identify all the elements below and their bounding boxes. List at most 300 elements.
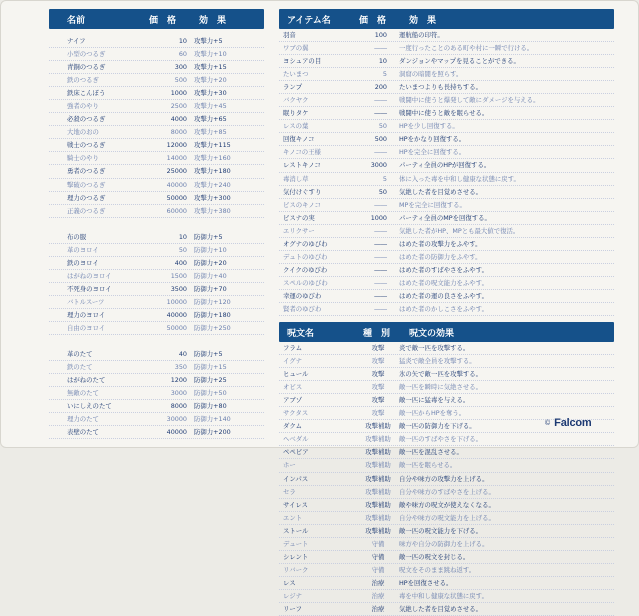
cell-value: 攻撃 [371,396,385,405]
cell-effect: 防御力+70 [194,284,227,293]
cell-value: ―― [374,226,387,235]
header-item-name: アイテム名 [287,16,331,26]
cell-value: 1500 [170,271,187,280]
shield-row [49,374,264,387]
cell-effect: 攻撃力+30 [194,89,227,98]
item-row [279,290,614,303]
cell-value: 攻撃 [371,370,385,379]
weapon-row [49,74,264,87]
cell-name: 幸運のゆびわ [283,291,322,300]
cell-name: エリクサー [283,226,315,235]
cell-value: 60 [178,50,187,59]
cell-name: 理力のたて [67,415,99,424]
cell-value: 60000 [166,206,187,215]
cell-effect: たいまつよりも長持ちする。 [399,83,483,92]
spell-row [279,564,614,577]
cell-value: 10 [378,57,387,66]
armor-row [49,283,264,296]
cell-name: リバーク [283,565,309,574]
weapon-row [49,126,264,139]
cell-value: 治療 [371,591,385,600]
cell-name: 正義のつるぎ [67,206,106,215]
weapon-row [49,139,264,152]
cell-effect: 敵一匹の呪文能力を下げる。 [399,526,483,535]
spell-row [279,486,614,499]
header-spell-effect: 呪文の効果 [409,329,455,340]
item-row [279,120,614,133]
cell-effect: 防御力+25 [194,376,227,385]
header-spell-name: 呪文名 [287,329,315,340]
armor-row [49,322,264,335]
cell-effect: 攻撃力+5 [194,37,223,45]
cell-name: 小型のつるぎ [67,50,106,59]
cell-name: インパス [283,474,309,483]
cell-effect: 攻撃力+240 [194,180,231,189]
cell-effect: 敵一匹を瞬時に気絶させる。 [399,383,483,392]
weapon-row [49,113,264,126]
cell-name: ペペビア [283,448,309,457]
cell-effect: HPを少し回復する。 [399,122,459,131]
armor-table [49,231,264,335]
cell-value: 3000 [170,389,187,398]
spell-row [279,603,614,616]
cell-effect: 敵一匹に猛毒を与える。 [399,396,470,405]
cell-value: ―― [374,44,387,53]
cell-name: 自由のヨロイ [67,323,106,332]
cell-effect: 攻撃力+160 [194,154,231,163]
cell-value: 50000 [166,323,187,332]
cell-effect: 防御力+40 [194,271,227,280]
cell-effect: 自分や味方の攻撃力を上げる。 [399,474,489,483]
item-row [279,186,614,199]
cell-effect: 攻撃力+300 [194,193,231,202]
cell-effect: 敵一匹のすばやさを下げる。 [399,435,483,444]
cell-value: 400 [174,258,187,267]
item-row [279,29,614,42]
cell-effect: 体に入った毒を中和し健康な状態に戻す。 [399,174,520,183]
cell-value: ―― [374,148,387,157]
shield-row [49,400,264,413]
cell-name: 鉄のたて [67,363,93,372]
cell-value: 攻撃補助 [365,461,391,470]
cell-name: キノコの王様 [283,148,321,157]
cell-effect: 毒を中和し健康な状態に戻す。 [399,591,488,600]
cell-name: 勇者のつるぎ [67,167,106,176]
cell-effect: 防御力+180 [194,310,231,319]
cell-value: 治療 [371,578,385,587]
cell-effect: 攻撃力+380 [194,206,231,215]
spell-row [279,459,614,472]
cell-name: 眠りタケ [283,109,309,118]
cell-effect: 戦闘中に使うと敵を眠らせる。 [399,109,489,118]
item-row [279,68,614,81]
cell-effect: 敵一匹を混乱させる。 [399,448,463,457]
cell-value: ―― [374,278,387,287]
cell-effect: 防御力+20 [194,258,227,267]
cell-name: クイクのゆびわ [283,265,328,274]
cell-name: エント [283,513,303,522]
cell-value: 攻撃補助 [365,474,391,483]
spell-row [279,590,614,603]
cell-name: オグナのゆびわ [283,239,328,248]
cell-effect: はめた者のすばやさをふやす。 [399,265,488,274]
cell-value: 10 [178,232,187,241]
spacer [49,335,264,348]
spell-row [279,525,614,538]
cell-value: 1000 [170,89,187,98]
spells-table [279,342,614,616]
item-row [279,42,614,55]
cell-effect: 攻撃力+65 [194,115,227,124]
cell-effect: 防御力+50 [194,389,227,398]
cell-value: 治療 [371,604,385,613]
spell-row [279,551,614,564]
cell-effect: はめた者の攻撃力をふやす。 [399,239,482,248]
cell-value: 守備 [371,565,385,574]
cell-name: 理力のヨロイ [67,310,106,319]
item-row [279,238,614,251]
equipment-header [49,9,264,29]
cell-name: ナイフ [67,37,86,45]
cell-effect: HPを回復させる。 [399,578,453,587]
cell-effect: 呪文をそのまま跳ね返す。 [399,565,476,574]
cell-value: 攻撃補助 [365,513,391,522]
items-header [279,9,614,29]
spacer [49,218,264,231]
cell-value: 攻撃補助 [365,422,391,431]
cell-value: 攻撃 [371,357,385,366]
cell-effect: パーティ全員のHPが回復する。 [399,161,491,170]
spell-row [279,355,614,368]
falcom-logo [545,417,591,429]
cell-name: ビスナの実 [283,213,315,222]
spell-row [279,577,614,590]
cell-name: 理力のつるぎ [67,193,106,202]
cell-name: 鉄のつるぎ [67,76,99,85]
cell-name: スペルのゆびわ [283,278,328,287]
cell-name: バクヤク [283,96,309,105]
cell-effect: 気絶した者を目覚めさせる。 [399,604,483,613]
cell-value: 500 [374,135,387,144]
item-row [279,107,614,120]
cell-name: レストキノコ [283,161,321,170]
cell-effect: MPを完全に回復する。 [399,200,466,209]
weapon-row [49,48,264,61]
header-name: 名前 [67,16,86,26]
cell-value: 攻撃補助 [365,500,391,509]
cell-effect: 防御力+5 [194,232,223,241]
cell-effect: HPを完全に回復する。 [399,148,466,157]
cell-name: セラ [283,487,296,496]
item-row [279,225,614,238]
cell-value: 50 [178,245,187,254]
cell-effect: 敵一匹を眠らせる。 [399,461,457,470]
spell-row [279,342,614,355]
cell-effect: パーティ全員のMPを回復する。 [399,213,491,222]
cell-value: ―― [374,239,387,248]
weapon-row [49,87,264,100]
cell-value: 50 [378,187,387,196]
cell-value: 30000 [166,415,187,424]
item-row [279,55,614,68]
cell-name: ランプ [283,83,303,92]
cell-effect: 攻撃力+10 [194,50,227,59]
item-row [279,251,614,264]
item-row [279,146,614,159]
item-row [279,94,614,107]
cell-value: 攻撃 [371,409,385,418]
cell-name: 大地のおの [67,128,99,137]
armor-row [49,296,264,309]
cell-value: 25000 [166,167,187,176]
cell-name: ワブの翼 [283,44,309,53]
item-row [279,133,614,146]
weapon-row [49,192,264,205]
cell-name: はがねのヨロイ [67,271,112,280]
item-row [279,212,614,225]
shield-row [49,413,264,426]
item-row [279,159,614,172]
cell-value: ―― [374,304,387,313]
cell-name: 気付けぐすり [283,187,322,196]
cell-effect: 攻撃力+20 [194,76,227,85]
cell-effect: 防御力+120 [194,297,231,306]
cell-name: サイレス [283,500,308,509]
weapon-row [49,61,264,74]
brand-name: Falcom [554,417,592,429]
cell-value: 3000 [370,161,387,170]
cell-value: 攻撃 [371,344,385,353]
weapon-row [49,179,264,192]
cell-name: 革のたて [67,350,93,359]
cell-value: 40 [178,350,187,359]
cell-value: ―― [374,200,387,209]
cell-name: 撃破のつるぎ [67,180,106,189]
shield-row [49,361,264,374]
cell-effect: 味方や自分の防御力を上げる。 [399,539,489,548]
header-price: 価 格 [149,16,177,26]
cell-name: レスの葉 [283,122,309,131]
weapon-row [49,165,264,178]
cell-value: 50 [378,122,387,131]
spells-header [279,322,614,342]
cell-value: ―― [374,291,387,300]
cell-value: 攻撃補助 [365,526,391,535]
cell-name: ヨシュアの目 [283,57,322,66]
cell-effect: 自分や味方の呪文能力を上げる。 [399,513,495,522]
equipment-column [49,9,264,439]
cell-name: 騎士のやり [67,154,99,163]
cell-effect: 敵一匹の防御力を下げる。 [399,422,476,431]
cell-value: 8000 [170,402,187,411]
cell-value: 40000 [166,428,187,437]
cell-name: 無敵のたて [67,389,99,398]
cell-effect: 攻撃力+115 [194,141,231,150]
header-item-effect: 効 果 [409,16,437,26]
cell-effect: 気絶した者を目覚めさせる。 [399,187,483,196]
weapon-row [49,100,264,113]
cell-name: フラム [283,344,303,353]
cell-effect: 炎で敵一匹を攻撃する。 [399,344,470,353]
cell-value: ―― [374,265,387,274]
cell-effect: 自分や味方のすばやさを上げる。 [399,487,495,496]
cell-effect: ダンジョンやマップを見ることができる。 [399,57,520,66]
cell-value: ―― [374,109,387,118]
cell-value: 200 [374,83,387,92]
shields-table [49,348,264,439]
cell-value: 攻撃補助 [365,435,391,444]
cell-name: レジナ [283,591,303,600]
cell-effect: はめた者の呪文能力をふやす。 [399,278,488,287]
cell-name: 革のヨロイ [67,245,99,254]
header-spell-type: 種 別 [363,329,391,340]
cell-effect: 攻撃力+15 [194,63,227,72]
weapons-table [49,35,264,218]
cell-effect: 戦闘中に使うと爆発して敵にダメージを与える。 [399,96,540,105]
cell-effect: 攻撃力+85 [194,128,227,137]
cell-value: 5 [382,70,387,79]
cell-effect: 猛炎で敵全員を攻撃する。 [399,357,476,366]
cell-name: ストール [283,526,309,535]
cell-value: 12000 [166,141,187,150]
cell-name: 戦士のつるぎ [67,141,106,150]
cell-effect: 敵一匹の呪文を封じる。 [399,552,470,561]
cell-effect: 一度行ったことのある町や村に一瞬で行ける。 [399,44,534,53]
cell-name: オビス [283,383,303,392]
cell-effect: 氷の矢で敵一匹を攻撃する。 [399,370,483,379]
cell-value: 5 [382,174,387,183]
cell-effect: 防御力+80 [194,402,227,411]
cell-name: 鉄床こんぼう [67,89,106,98]
cell-value: 1000 [370,213,387,222]
shield-row [49,387,264,400]
cell-effect: はめた者の運の良さをふやす。 [399,291,488,300]
cell-value: 8000 [170,128,187,137]
cell-name: サクタス [283,409,309,418]
cell-name: 布の服 [67,232,87,241]
armor-row [49,309,264,322]
cell-name: 回復キノコ [283,135,315,144]
cell-effect: 敵一匹からHPを奪う。 [399,409,466,418]
cell-name: シレント [283,552,309,561]
cell-effect: はめた者の防御力をふやす。 [399,252,482,261]
item-row [279,173,614,186]
spell-row [279,473,614,486]
cell-effect: 防御力+250 [194,323,231,332]
cell-name: ビスのキノコ [283,200,321,209]
cell-value: 350 [174,363,187,372]
cell-name: 必殺のつるぎ [67,115,106,124]
armor-row [49,244,264,257]
cell-name: 表壁のたて [67,428,99,437]
cell-name: はがねのたて [67,376,106,385]
item-row [279,277,614,290]
cell-name: 賢者のゆびわ [283,304,322,313]
cell-name: 鉄のヨロイ [67,258,99,267]
cell-value: 守備 [371,552,385,561]
cell-name: ヒュール [283,370,309,379]
cell-name: ヘベダル [283,435,309,444]
item-row [279,199,614,212]
header-item-price: 価 格 [359,16,387,26]
spell-row [279,446,614,459]
cell-value: 300 [174,63,187,72]
cell-name: いにしえのたて [67,402,112,411]
item-row [279,81,614,94]
spell-row [279,381,614,394]
spell-row [279,512,614,525]
cell-effect: 攻撃力+180 [194,167,231,176]
spell-row [279,394,614,407]
cell-effect: 防御力+5 [194,350,223,359]
cell-value: 攻撃 [371,383,385,392]
copyright-mark: © [545,419,551,427]
cell-name: レス [283,578,296,587]
cell-name: デュトのゆびわ [283,252,328,261]
cell-name: ダクム [283,422,303,431]
cell-name: デュート [283,539,309,548]
cell-name: 毒消し草 [283,174,309,183]
cell-value: 14000 [166,154,187,163]
cell-effect: 防御力+200 [194,428,231,437]
cell-value: 1200 [170,376,187,385]
cell-name: 青銅のつるぎ [67,63,106,72]
cell-value: 3500 [170,284,187,293]
spell-row [279,433,614,446]
cell-value: ―― [374,96,387,105]
cell-value: 攻撃補助 [365,448,391,457]
cell-effect: HPをかなり回復する。 [399,135,466,144]
cell-value: 100 [374,31,387,39]
shield-row [49,348,264,361]
cell-value: 10 [178,37,187,45]
cell-effect: 運航船の印符。 [399,31,444,39]
header-effect: 効 果 [199,16,227,26]
shield-row [49,426,264,439]
cell-value: 40000 [166,310,187,319]
cell-effect: 攻撃力+45 [194,102,227,111]
cell-name: 強者のやり [67,102,99,111]
cell-effect: 敵や味方の呪文が使えなくなる。 [399,500,495,509]
cell-value: 2500 [170,102,187,111]
cell-value: ―― [374,252,387,261]
weapon-row [49,205,264,218]
spell-row [279,538,614,551]
cell-value: 40000 [166,180,187,189]
armor-row [49,231,264,244]
weapon-row [49,35,264,48]
cell-name: イグナ [283,357,303,366]
cell-effect: 防御力+10 [194,245,227,254]
cell-effect: 防御力+15 [194,363,227,372]
cell-name: たいまつ [283,70,309,79]
spell-row [279,499,614,512]
cell-name: 不死身のヨロイ [67,284,112,293]
cell-value: 4000 [170,115,187,124]
cell-name: バトルスーツ [67,297,105,306]
cell-effect: はめた者のかしこさをふやす。 [399,304,488,313]
item-row [279,303,614,316]
cell-value: 10000 [166,297,187,306]
item-row [279,264,614,277]
cell-value: 500 [174,76,187,85]
cell-effect: 洞窟の暗闇を照らす。 [399,70,463,79]
spell-row [279,368,614,381]
cell-effect: 気絶した者がHP、MPとも最大値で復活。 [399,226,520,235]
cell-value: 50000 [166,193,187,202]
armor-row [49,257,264,270]
items-spells-column [279,9,614,616]
